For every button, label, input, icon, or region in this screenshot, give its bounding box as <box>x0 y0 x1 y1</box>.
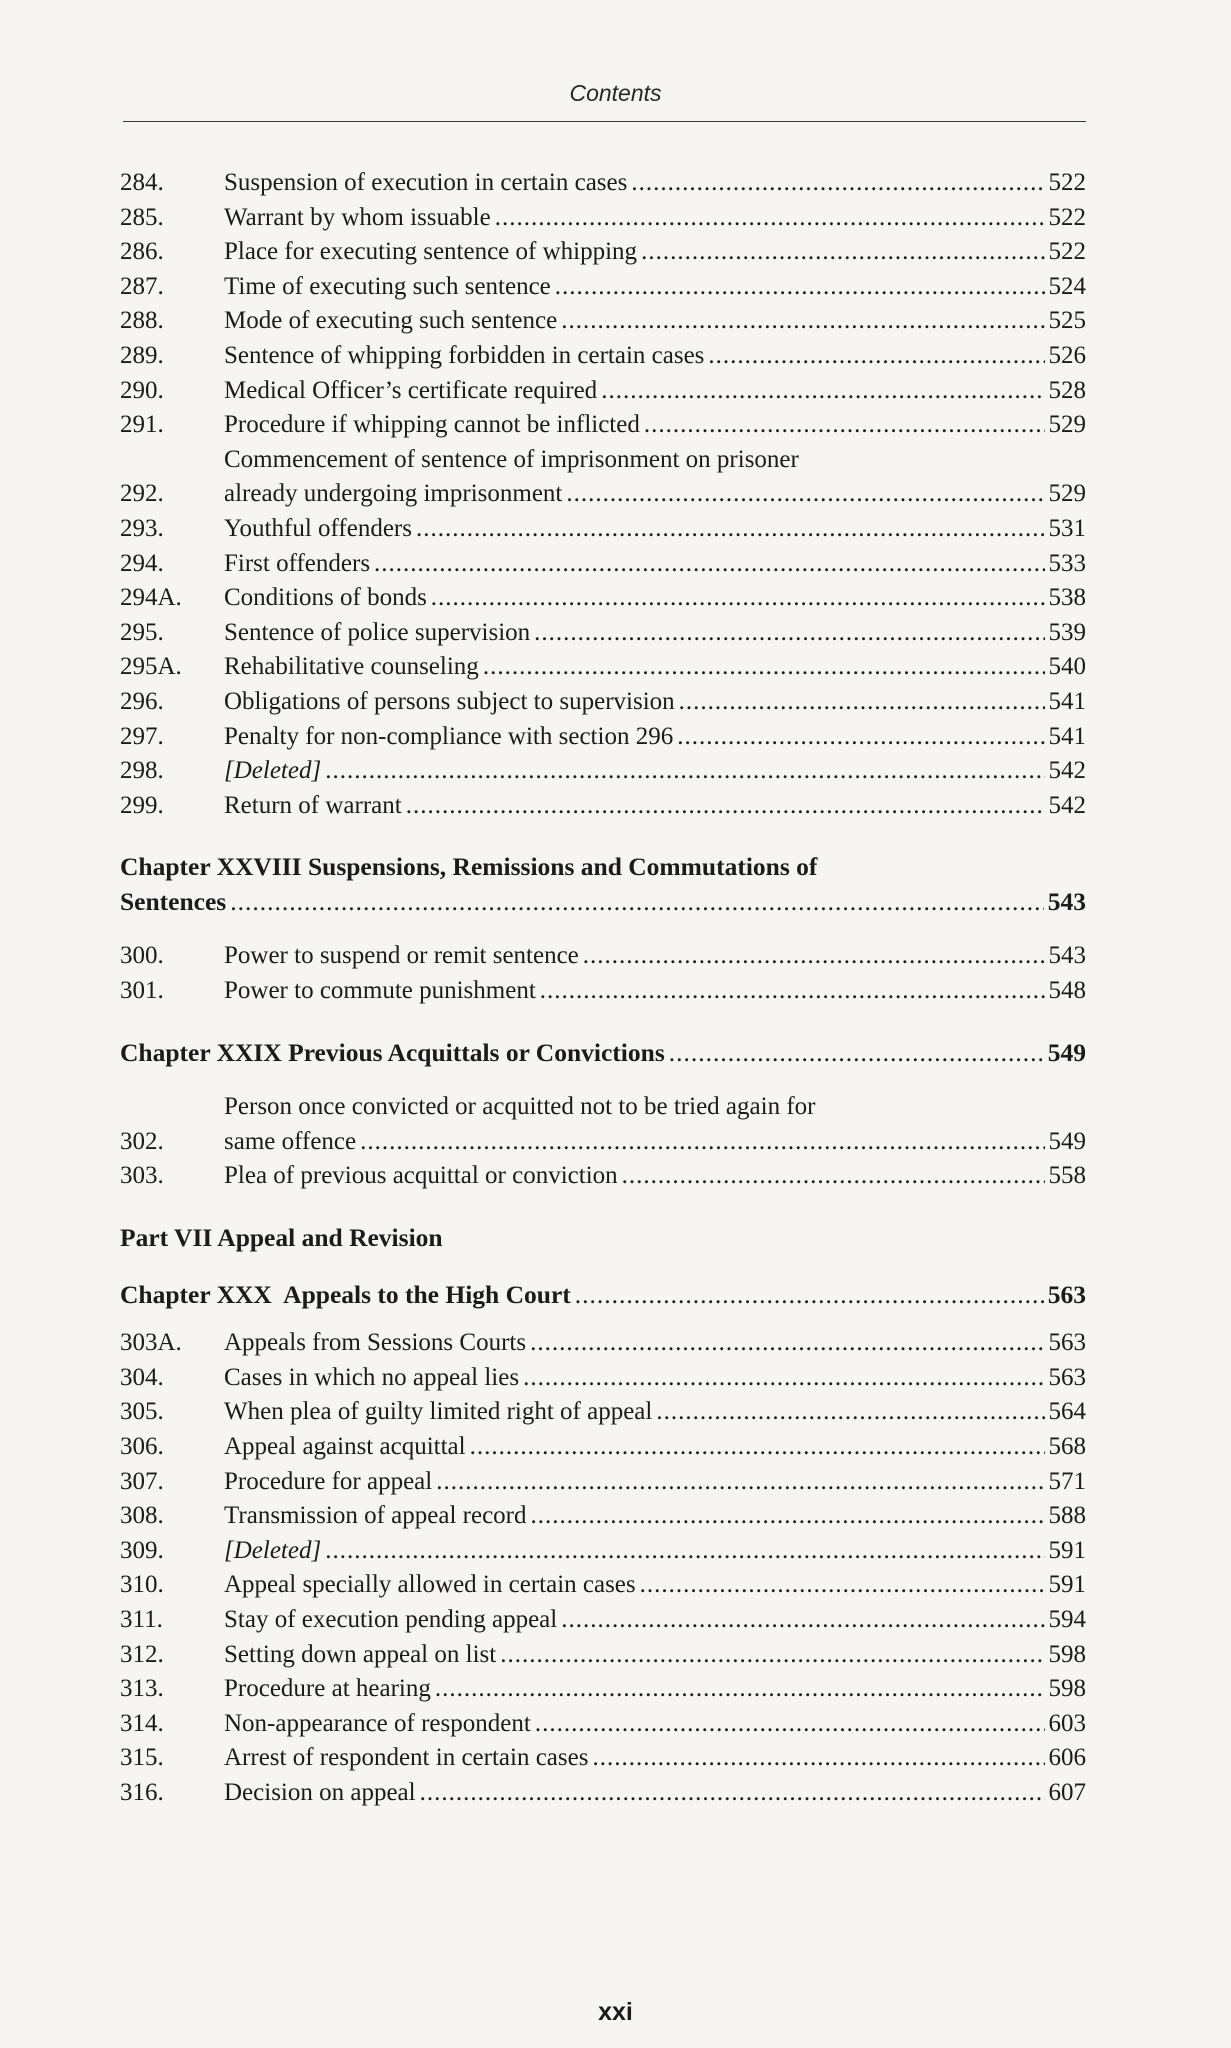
entry-title: Procedure for appeal <box>224 1467 433 1495</box>
entry-title: Mode of executing such sentence <box>224 307 558 335</box>
page-number: 524 <box>1048 272 1086 300</box>
section-number: 294A. <box>120 584 182 612</box>
toc-entry <box>120 1741 1086 1776</box>
toc-entry <box>120 304 1086 339</box>
page-number: 528 <box>1048 376 1086 404</box>
dot-leader <box>431 581 1045 616</box>
toc-entry <box>120 166 1086 201</box>
toc-entry <box>120 235 1086 270</box>
toc-group <box>120 166 1086 443</box>
entry-title: Non-appearance of respondent <box>224 1709 531 1737</box>
dot-leader <box>575 1278 1044 1313</box>
toc-entry <box>120 1603 1086 1638</box>
dot-leader <box>325 754 1044 789</box>
dot-leader <box>500 1638 1044 1673</box>
dot-leader <box>470 1430 1045 1465</box>
dot-leader <box>641 235 1044 270</box>
toc-entry <box>120 1499 1086 1534</box>
section-number: 286. <box>120 238 164 266</box>
section-number: 303A. <box>120 1329 182 1357</box>
page-number: 598 <box>1048 1675 1086 1703</box>
section-number: 308. <box>120 1502 164 1530</box>
toc-entry <box>120 1430 1086 1465</box>
chapter-title: Chapter XXIX Previous Acquittals or Convictions <box>120 1037 665 1067</box>
dot-leader <box>436 1465 1044 1500</box>
toc-entry <box>120 616 1086 651</box>
dot-leader <box>523 1361 1044 1396</box>
section-number: 307. <box>120 1467 164 1495</box>
toc-entry <box>120 1707 1086 1742</box>
section-number: 285. <box>120 203 164 231</box>
entry-title: [Deleted] <box>224 1536 322 1564</box>
section-number: 305. <box>120 1398 164 1426</box>
dot-leader <box>531 1499 1045 1534</box>
toc-group <box>120 512 1086 823</box>
toc-entry <box>120 1465 1086 1500</box>
page-number: 543 <box>1048 942 1086 970</box>
entry-title: Youthful offenders <box>224 514 412 542</box>
dot-leader <box>583 939 1045 974</box>
table-of-contents <box>120 166 1086 1811</box>
entry-title-line: already undergoing imprisonment <box>224 480 563 508</box>
entry-title: Time of executing such sentence <box>224 272 551 300</box>
entry-title: Stay of execution pending appeal <box>224 1605 558 1633</box>
toc-entry <box>120 974 1086 1009</box>
entry-title: Medical Officer’s certificate required <box>224 376 598 404</box>
part-heading: Part VII Appeal and Revision <box>120 1223 443 1253</box>
entry-title-line: Commencement of sentence of imprisonment on prisoner <box>224 445 799 473</box>
page-number: 540 <box>1048 653 1086 681</box>
entry-title: Setting down appeal on list <box>224 1640 497 1668</box>
section-number: 299. <box>120 791 164 819</box>
dot-leader <box>420 1776 1045 1811</box>
dot-leader <box>708 339 1044 374</box>
dot-leader <box>601 374 1044 409</box>
toc-entry <box>120 270 1086 305</box>
section-number: 304. <box>120 1363 164 1391</box>
toc-entry <box>120 789 1086 824</box>
toc-entry <box>120 443 1086 512</box>
dot-leader <box>406 789 1045 824</box>
dot-leader <box>325 1534 1044 1569</box>
dot-leader <box>555 270 1045 305</box>
entry-title: Rehabilitative counseling <box>224 653 479 681</box>
entry-title: Warrant by whom issuable <box>224 203 491 231</box>
section-number: 303. <box>120 1162 164 1190</box>
toc-entry <box>120 1534 1086 1569</box>
entry-title: Obligations of persons subject to supervision <box>224 687 675 715</box>
section-number: 287. <box>120 272 164 300</box>
section-number: 316. <box>120 1778 164 1806</box>
page-number: 603 <box>1048 1709 1086 1737</box>
chapter-title: Chapter XXX Appeals to the High Court <box>120 1279 571 1309</box>
section-number: 298. <box>120 757 164 785</box>
toc-entry <box>120 685 1086 720</box>
chapter-title-line: Sentences <box>120 886 227 916</box>
toc-entry <box>120 1159 1086 1194</box>
section-number: 309. <box>120 1536 164 1564</box>
page-number: 549 <box>1048 1127 1086 1155</box>
dot-leader <box>622 1159 1045 1194</box>
section-number: 310. <box>120 1571 164 1599</box>
entry-title: Appeals from Sessions Courts <box>224 1329 527 1357</box>
page-number: 542 <box>1048 757 1086 785</box>
section-number: 293. <box>120 514 164 542</box>
entry-title: Sentence of police supervision <box>224 618 531 646</box>
page-number: 531 <box>1048 514 1086 542</box>
dot-leader <box>374 547 1044 582</box>
page-number: 568 <box>1048 1433 1086 1460</box>
page-number: 529 <box>1048 480 1086 508</box>
page-number: 549 <box>1047 1037 1086 1067</box>
dot-leader <box>561 304 1044 339</box>
page-number: 563 <box>1048 1363 1086 1391</box>
entry-title: Place for executing sentence of whipping <box>224 238 638 266</box>
toc-entry <box>120 581 1086 616</box>
page-number: 526 <box>1048 341 1086 369</box>
toc-entry <box>120 1326 1086 1361</box>
page-number: 548 <box>1048 977 1086 1005</box>
dot-leader <box>230 885 1044 920</box>
page-number: 563 <box>1048 1329 1086 1357</box>
dot-leader <box>495 201 1045 236</box>
page-number: 541 <box>1048 687 1086 715</box>
dot-leader <box>656 1395 1044 1430</box>
toc-entry <box>120 201 1086 236</box>
section-number: 296. <box>120 687 164 715</box>
dot-leader <box>483 650 1045 685</box>
toc-group <box>120 1326 1086 1810</box>
dot-leader <box>592 1741 1044 1776</box>
dot-leader <box>360 1125 1044 1160</box>
page-number: 607 <box>1048 1778 1086 1806</box>
dot-leader <box>631 166 1044 201</box>
page-number: 529 <box>1048 411 1086 439</box>
section-number: 292. <box>120 480 164 508</box>
chapter-heading <box>120 1036 1086 1071</box>
section-number: 295A. <box>120 653 182 681</box>
entry-title: Penalty for non-compliance with section 296 <box>224 722 674 750</box>
page-number: 558 <box>1048 1162 1086 1190</box>
page-number: 606 <box>1048 1744 1086 1772</box>
page-number: 522 <box>1048 238 1086 266</box>
page-number: 522 <box>1048 203 1086 231</box>
section-number: 315. <box>120 1744 164 1772</box>
dot-leader <box>530 1326 1044 1361</box>
entry-title: Power to suspend or remit sentence <box>224 942 579 970</box>
entry-title: First offenders <box>224 549 371 577</box>
page-number: 563 <box>1047 1279 1086 1309</box>
dot-leader <box>534 616 1044 651</box>
section-number: 284. <box>120 169 164 196</box>
toc-entry <box>120 1776 1086 1811</box>
dot-leader <box>677 720 1044 755</box>
toc-entry <box>120 754 1086 789</box>
entry-title: Sentence of whipping forbidden in certain cases <box>224 341 705 369</box>
section-number: 288. <box>120 307 164 335</box>
page-number: 571 <box>1048 1467 1086 1495</box>
running-head: Contents <box>569 80 662 106</box>
page-number: 542 <box>1048 791 1086 819</box>
dot-leader <box>669 1036 1044 1071</box>
page-number: 539 <box>1048 618 1086 646</box>
entry-title: Decision on appeal <box>224 1778 416 1806</box>
entry-title-line: same offence <box>224 1127 357 1155</box>
toc-entry <box>120 1672 1086 1707</box>
dot-leader <box>679 685 1045 720</box>
dot-leader <box>566 477 1044 512</box>
page-number: 522 <box>1048 169 1086 196</box>
entry-title: [Deleted] <box>224 757 322 785</box>
page-number: 564 <box>1048 1398 1086 1426</box>
entry-title: Transmission of appeal record <box>224 1502 527 1530</box>
section-number: 295. <box>120 618 164 646</box>
toc-entry <box>120 547 1086 582</box>
section-number: 300. <box>120 942 164 970</box>
toc-entry <box>120 939 1086 974</box>
entry-title: Appeal against acquittal <box>224 1433 466 1460</box>
section-number: 290. <box>120 376 164 404</box>
dot-leader <box>561 1603 1044 1638</box>
dot-leader <box>416 512 1045 547</box>
toc-entry <box>120 1361 1086 1396</box>
header-rule <box>123 121 1086 122</box>
entry-title: Power to commute punishment <box>224 977 536 1005</box>
toc-entry <box>120 408 1086 443</box>
toc-entry <box>120 1568 1086 1603</box>
page-number: 588 <box>1048 1502 1086 1530</box>
dot-leader <box>540 974 1045 1009</box>
toc-group <box>120 939 1086 1008</box>
section-number: 294. <box>120 549 164 577</box>
dot-leader <box>640 1568 1045 1603</box>
entry-title: Arrest of respondent in certain cases <box>224 1744 589 1772</box>
entry-title: Procedure if whipping cannot be inflicted <box>224 411 640 439</box>
section-number: 314. <box>120 1709 164 1737</box>
toc-entry <box>120 720 1086 755</box>
page-number: 591 <box>1048 1571 1086 1599</box>
toc-entry <box>120 512 1086 547</box>
chapter-heading <box>120 1278 1086 1313</box>
entry-title: Conditions of bonds <box>224 584 427 612</box>
page-number: 541 <box>1048 722 1086 750</box>
page-number: 594 <box>1048 1605 1086 1633</box>
dot-leader <box>435 1672 1045 1707</box>
page-folio: xxi <box>598 1998 633 2026</box>
chapter-title-line: Chapter XXVIII Suspensions, Remissions and Commutations of <box>120 852 818 882</box>
dot-leader <box>644 408 1045 443</box>
section-number: 289. <box>120 341 164 369</box>
toc-entry <box>120 1090 1086 1159</box>
toc-entry <box>120 339 1086 374</box>
page-number: 525 <box>1048 307 1086 335</box>
entry-title: Appeal specially allowed in certain cases <box>224 1571 636 1599</box>
page-number: 591 <box>1048 1536 1086 1564</box>
section-number: 291. <box>120 411 164 439</box>
section-number: 297. <box>120 722 164 750</box>
section-number: 306. <box>120 1433 164 1460</box>
entry-title: Procedure at hearing <box>224 1675 431 1703</box>
entry-title: Return of warrant <box>224 791 402 819</box>
section-number: 313. <box>120 1675 164 1703</box>
dot-leader <box>535 1707 1045 1742</box>
page-number: 538 <box>1048 584 1086 612</box>
page-number: 533 <box>1048 549 1086 577</box>
chapter-heading <box>120 850 1086 919</box>
section-number: 302. <box>120 1127 164 1155</box>
toc-entry <box>120 1395 1086 1430</box>
entry-title: Cases in which no appeal lies <box>224 1363 520 1391</box>
entry-title: Suspension of execution in certain cases <box>224 169 628 196</box>
toc-entry <box>120 374 1086 409</box>
section-number: 301. <box>120 977 164 1005</box>
page-number: 543 <box>1047 886 1086 916</box>
page-number: 598 <box>1048 1640 1086 1668</box>
section-number: 311. <box>120 1605 163 1633</box>
entry-title: When plea of guilty limited right of appeal <box>224 1398 653 1426</box>
section-number: 312. <box>120 1640 164 1668</box>
entry-title: Plea of previous acquittal or conviction <box>224 1162 618 1190</box>
toc-entry <box>120 1638 1086 1673</box>
entry-title-line: Person once convicted or acquitted not to be tried again for <box>224 1093 816 1121</box>
toc-entry <box>120 650 1086 685</box>
